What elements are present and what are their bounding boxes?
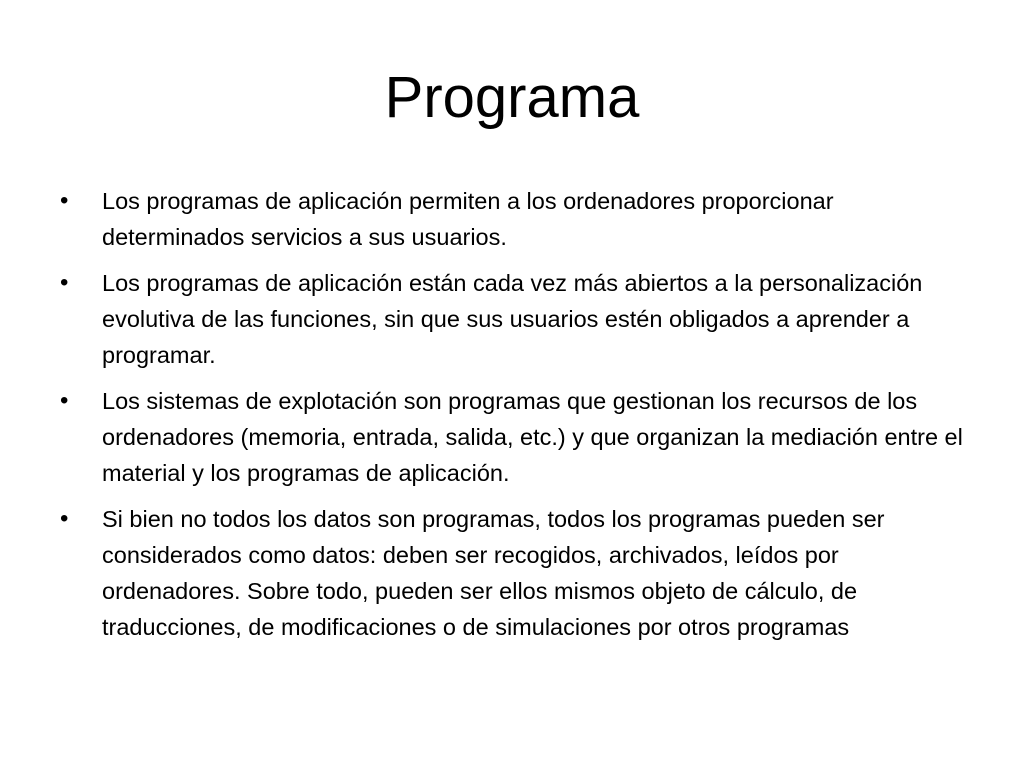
bullet-text: Los programas de aplicación permiten a los ordenadores proporcionar determinados servicios a sus usuarios. bbox=[102, 188, 834, 250]
bullet-text: Si bien no todos los datos son programas, todos los programas pueden ser considerados como datos: deben ser recogidos, archivados, leídos por ordenadores. Sobre todo, pueden ser ellos mismos objeto de cálculo, de traducciones, de modificaciones o de simulaciones por otros programas bbox=[102, 506, 885, 640]
bullet-text: Los sistemas de explotación son programas que gestionan los recursos de los ordenadores (memoria, entrada, salida, etc.) y que organizan la mediación entre el material y los programas de aplicación. bbox=[102, 388, 963, 486]
bullet-item bbox=[60, 501, 980, 645]
slide-title: Programa bbox=[384, 65, 640, 130]
bullet-icon: • bbox=[60, 505, 69, 532]
bullet-text: Los programas de aplicación están cada vez más abiertos a la personalización evolutiva de las funciones, sin que sus usuarios estén obligados a aprender a programar. bbox=[102, 270, 923, 368]
bullet-item bbox=[60, 383, 980, 491]
bullet-list bbox=[60, 183, 980, 655]
bullet-icon: • bbox=[60, 187, 69, 214]
bullet-icon: • bbox=[60, 269, 69, 296]
bullet-item bbox=[60, 265, 980, 373]
bullet-icon: • bbox=[60, 387, 69, 414]
bullet-item bbox=[60, 183, 980, 255]
